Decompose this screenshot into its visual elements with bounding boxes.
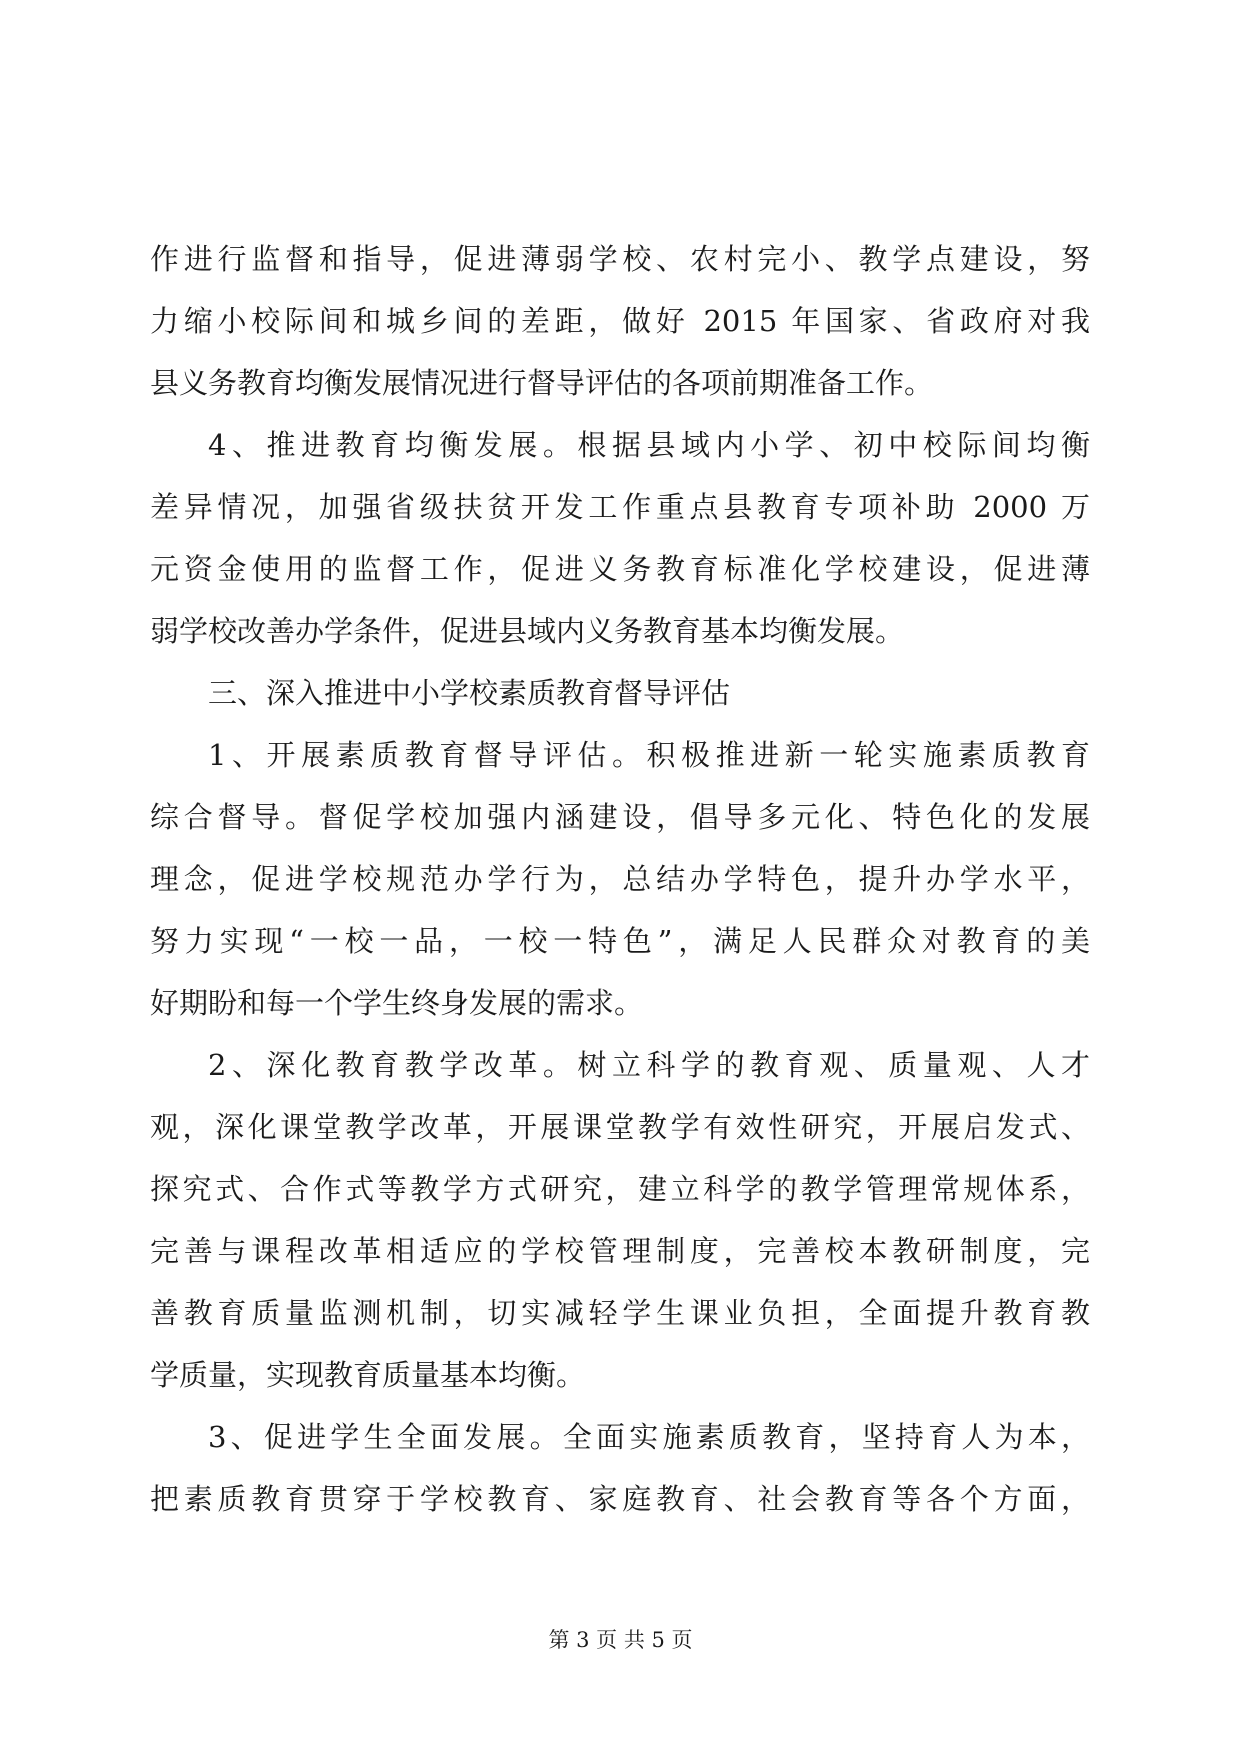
text-line: 弱学校改善办学条件，促进县域内义务教育基本均衡发展。 <box>150 614 905 648</box>
page-footer <box>0 1625 1241 1655</box>
text-line: 力缩小校际间和城乡间的差距，做好 2015 年国家、省政府对我 <box>150 304 1090 338</box>
page-number: 第 3 页 共 5 页 <box>548 1628 693 1652</box>
text-line: 2、深化教育教学改革。树立科学的教育观、质量观、人才 <box>208 1048 1090 1082</box>
text-line: 县义务教育均衡发展情况进行督导评估的各项前期准备工作。 <box>150 366 934 400</box>
text-line: 探究式、合作式等教学方式研究，建立科学的教学管理常规体系， <box>150 1172 1090 1206</box>
text-line: 1、开展素质教育督导评估。积极推进新一轮实施素质教育 <box>208 738 1090 772</box>
document-body <box>150 228 1090 1530</box>
text-line: 好期盼和每一个学生终身发展的需求。 <box>150 986 644 1020</box>
text-line: 把素质教育贯穿于学校教育、家庭教育、社会教育等各个方面， <box>150 1482 1090 1516</box>
text-line: 3、促进学生全面发展。全面实施素质教育，坚持育人为本， <box>208 1420 1090 1454</box>
text-line: 观，深化课堂教学改革，开展课堂教学有效性研究，开展启发式、 <box>150 1110 1090 1144</box>
section-heading: 三、深入推进中小学校素质教育督导评估 <box>208 676 731 710</box>
text-line: 努力实现“一校一品，一校一特色”，满足人民群众对教育的美 <box>150 924 1090 958</box>
text-line: 差异情况，加强省级扶贫开发工作重点县教育专项补助 2000 万 <box>150 490 1090 524</box>
text-line: 完善与课程改革相适应的学校管理制度，完善校本教研制度，完 <box>150 1234 1090 1268</box>
text-line: 作进行监督和指导，促进薄弱学校、农村完小、教学点建设，努 <box>150 242 1090 276</box>
text-line: 元资金使用的监督工作，促进义务教育标准化学校建设，促进薄 <box>150 552 1090 586</box>
text-line: 4、推进教育均衡发展。根据县域内小学、初中校际间均衡 <box>208 428 1090 462</box>
text-line: 综合督导。督促学校加强内涵建设，倡导多元化、特色化的发展 <box>150 800 1090 834</box>
text-line: 学质量，实现教育质量基本均衡。 <box>150 1358 586 1392</box>
text-line: 理念，促进学校规范办学行为，总结办学特色，提升办学水平， <box>150 862 1090 896</box>
text-line: 善教育质量监测机制，切实减轻学生课业负担，全面提升教育教 <box>150 1296 1090 1330</box>
